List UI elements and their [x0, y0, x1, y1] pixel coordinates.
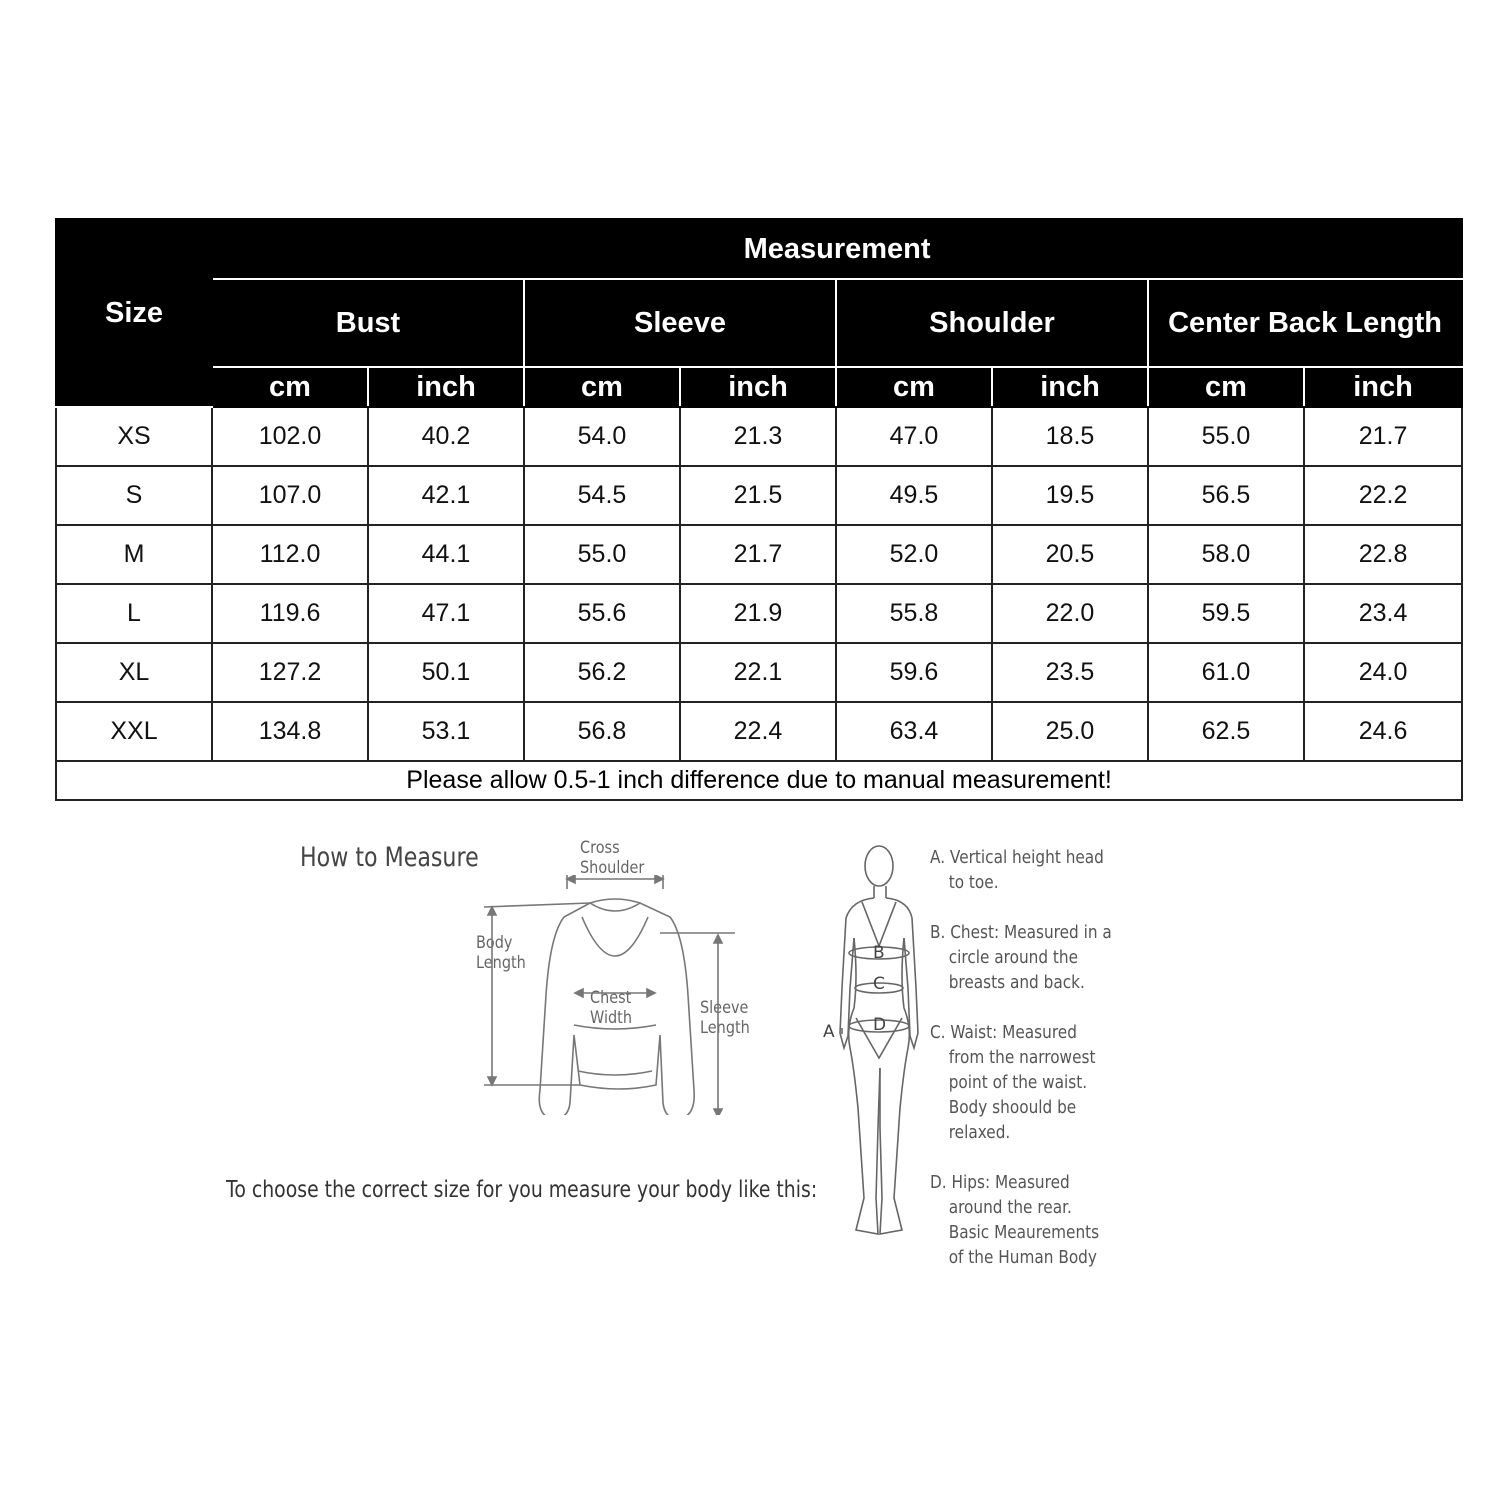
shoulder-inch-cell: 19.5 — [992, 466, 1148, 525]
bust-inch-cell: 40.2 — [368, 407, 524, 466]
sleeve-cm-cell: 56.2 — [524, 643, 680, 702]
center-back-length-inch-cell: 24.0 — [1304, 643, 1462, 702]
measurement-note: Please allow 0.5-1 inch difference due to manual measurement! — [56, 761, 1462, 800]
legend-text: Body shoould be — [948, 1097, 1077, 1118]
bust-cm-cell: 119.6 — [212, 584, 368, 643]
bust-inch-cell: 50.1 — [368, 643, 524, 702]
table-row — [56, 466, 1462, 525]
center-back-length-inch-cell: 23.4 — [1304, 584, 1462, 643]
legend-text: circle around the — [948, 947, 1079, 968]
size-header: Size — [56, 219, 212, 407]
bust-inch-cell: 44.1 — [368, 525, 524, 584]
shoulder-cm-cell: 59.6 — [836, 643, 992, 702]
sleeve-cm-cell: 54.0 — [524, 407, 680, 466]
legend-text: around the rear. — [948, 1197, 1072, 1218]
size-cell: M — [56, 525, 212, 584]
bust-inch-cell: 53.1 — [368, 702, 524, 761]
center-back-length-inch-cell: 22.2 — [1304, 466, 1462, 525]
size-cell: S — [56, 466, 212, 525]
sleeve-cm-cell: 56.8 — [524, 702, 680, 761]
group-header-center-back-length: Center Back Length — [1148, 279, 1462, 367]
sleeve-inch-cell: 21.5 — [680, 466, 836, 525]
figure-letter-b: B — [873, 943, 885, 963]
legend-text: from the narrowest — [948, 1047, 1096, 1068]
group-header-sleeve: Sleeve — [524, 279, 836, 367]
sleeve-inch-cell: 22.4 — [680, 702, 836, 761]
sleeve-inch-cell: 22.1 — [680, 643, 836, 702]
unit-header-inch: inch — [992, 367, 1148, 407]
legend-text: of the Human Body — [948, 1247, 1097, 1268]
table-row — [56, 525, 1462, 584]
measurement-header: Measurement — [212, 219, 1462, 279]
chest-width-label: Chest Width — [590, 988, 632, 1028]
shoulder-cm-cell: 52.0 — [836, 525, 992, 584]
legend-text: B. Chest: Measured in a — [930, 922, 1112, 943]
bust-cm-cell: 112.0 — [212, 525, 368, 584]
center-back-length-cm-cell: 58.0 — [1148, 525, 1304, 584]
legend-text: breasts and back. — [948, 972, 1085, 993]
shoulder-inch-cell: 23.5 — [992, 643, 1148, 702]
bust-inch-cell: 42.1 — [368, 466, 524, 525]
table-row — [56, 702, 1462, 761]
center-back-length-inch-cell: 24.6 — [1304, 702, 1462, 761]
center-back-length-cm-cell: 62.5 — [1148, 702, 1304, 761]
figure-letter-a: A — [823, 1022, 835, 1042]
center-back-length-cm-cell: 56.5 — [1148, 466, 1304, 525]
size-cell: XS — [56, 407, 212, 466]
sleeve-length-label: Sleeve Length — [700, 998, 750, 1038]
legend-text: C. Waist: Measured — [930, 1022, 1077, 1043]
legend-text: to toe. — [948, 872, 999, 893]
center-back-length-cm-cell: 59.5 — [1148, 584, 1304, 643]
sleeve-inch-cell: 21.3 — [680, 407, 836, 466]
bust-inch-cell: 47.1 — [368, 584, 524, 643]
bust-cm-cell: 127.2 — [212, 643, 368, 702]
shoulder-inch-cell: 18.5 — [992, 407, 1148, 466]
bust-cm-cell: 102.0 — [212, 407, 368, 466]
legend-text: A. Vertical height head — [930, 847, 1104, 868]
legend-text: D. Hips: Measured — [930, 1172, 1070, 1193]
table-row — [56, 407, 1462, 466]
table-row — [56, 643, 1462, 702]
legend-text: point of the waist. — [948, 1072, 1088, 1093]
shoulder-cm-cell: 47.0 — [836, 407, 992, 466]
size-chart-table — [55, 218, 1463, 801]
unit-header-cm: cm — [1148, 367, 1304, 407]
size-cell: L — [56, 584, 212, 643]
figure-letter-c: C — [873, 974, 885, 994]
center-back-length-cm-cell: 55.0 — [1148, 407, 1304, 466]
sleeve-cm-cell: 55.0 — [524, 525, 680, 584]
shoulder-inch-cell: 25.0 — [992, 702, 1148, 761]
unit-header-inch: inch — [368, 367, 524, 407]
figure-letter-d: D — [873, 1015, 887, 1035]
legend-item-c — [930, 1020, 1126, 1145]
group-header-bust: Bust — [212, 279, 524, 367]
shoulder-cm-cell: 49.5 — [836, 466, 992, 525]
legend-item-a — [930, 845, 1126, 895]
unit-header-inch: inch — [1304, 367, 1462, 407]
center-back-length-inch-cell: 21.7 — [1304, 407, 1462, 466]
table-row — [56, 584, 1462, 643]
sleeve-cm-cell: 55.6 — [524, 584, 680, 643]
unit-header-cm: cm — [836, 367, 992, 407]
sweater-diagram-icon — [470, 875, 770, 1115]
bust-cm-cell: 107.0 — [212, 466, 368, 525]
unit-header-inch: inch — [680, 367, 836, 407]
unit-header-cm: cm — [524, 367, 680, 407]
shoulder-inch-cell: 20.5 — [992, 525, 1148, 584]
how-to-measure-instruction: To choose the correct size for you measure your body like this: — [226, 1177, 818, 1203]
legend-text: relaxed. — [948, 1122, 1011, 1143]
legend-text: Basic Meaurements — [948, 1222, 1100, 1243]
how-to-measure-title: How to Measure — [300, 842, 479, 873]
shoulder-cm-cell: 55.8 — [836, 584, 992, 643]
shoulder-inch-cell: 22.0 — [992, 584, 1148, 643]
size-rows — [56, 407, 1462, 761]
sleeve-inch-cell: 21.9 — [680, 584, 836, 643]
legend-item-b — [930, 920, 1126, 995]
body-length-label: Body Length — [476, 933, 526, 973]
sleeve-cm-cell: 54.5 — [524, 466, 680, 525]
human-body-figure-icon — [838, 838, 928, 1258]
center-back-length-cm-cell: 61.0 — [1148, 643, 1304, 702]
size-cell: XL — [56, 643, 212, 702]
center-back-length-inch-cell: 22.8 — [1304, 525, 1462, 584]
sleeve-inch-cell: 21.7 — [680, 525, 836, 584]
unit-header-cm: cm — [212, 367, 368, 407]
size-cell: XXL — [56, 702, 212, 761]
shoulder-cm-cell: 63.4 — [836, 702, 992, 761]
legend-item-d — [930, 1170, 1126, 1270]
cross-shoulder-label: Cross Shoulder — [580, 838, 645, 878]
group-header-shoulder: Shoulder — [836, 279, 1148, 367]
bust-cm-cell: 134.8 — [212, 702, 368, 761]
